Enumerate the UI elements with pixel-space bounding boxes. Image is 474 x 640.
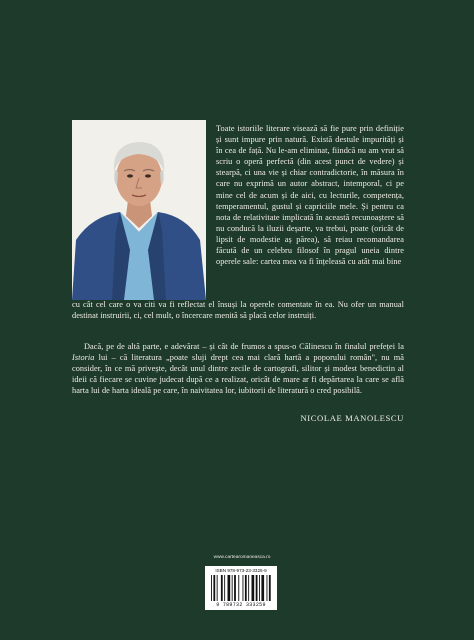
second-paragraph-text-a: Dacă, pe de altă parte, e adevărat – și cât de frumos a spus-o Călinescu în finalul prefeței la <box>84 342 404 351</box>
intro-paragraph-side: Toate istoriile literare visează să fie pure prin definiție și sunt impure prin natură. Există destule impurități și în cea de față. Nu le-am eliminat, fiindcă nu am vrut să scriu o operă perfectă (din acest punct de vedere) și stearpă, ci una vie și chiar contradictorie, în măsura în care nu exprimă un autor abstract, intemporal, ci pe mine cel de acum și de aici, cu lecturile, competența, temperamentul, gustul și capriciile mele. Și pentru ca nota de relativitate implicată în această recunoaștere să nu conducă la iluzii deșarte, va trebui, poate (oricât de lipsit de modestie aș părea), să reiau recomandarea făcută de un celebru filosof în pragul uneia dintre operele sale: cartea mea va fi înțeleasă cu atât mai bine <box>216 124 404 267</box>
barcode-image <box>211 575 271 601</box>
barcode-label <box>205 566 277 610</box>
book-title-italic: Istoria <box>72 353 95 363</box>
second-paragraph-text-b: lui – că literatura „poate sluji drept cea mai clară hartă a poporului român", nu mă consider, în ce mă privește, decât unul dintre zecile de cartografi, silitor și modest benedictin al ideii că fiecare se cuvine judecat după ce a realizat, oricât de mare ar fi depărtarea la care se află harta lui de harta ideală pe care, în naivitatea lor, iubitorii de literatură o cred posibilă. <box>72 353 404 396</box>
isbn-text: ISBN 978-973-23-3325-9 <box>215 568 267 573</box>
publisher-website: www.cartearomaneasca.ro <box>213 555 271 560</box>
author-portrait-image <box>72 120 206 300</box>
author-photo <box>72 120 206 300</box>
intro-paragraph-continued: cu cât cel care o va citi va fi reflectat el însuși la operele comentate în ea. Nu ofer un manual destinat instruirii, ci, cel mult, o încercare menită să placă celor instruiți. <box>72 300 404 321</box>
author-signature: NICOLAE MANOLESCU <box>300 413 404 423</box>
second-paragraph <box>72 341 404 396</box>
ean-digits: 9 789732 333259 <box>216 602 266 608</box>
